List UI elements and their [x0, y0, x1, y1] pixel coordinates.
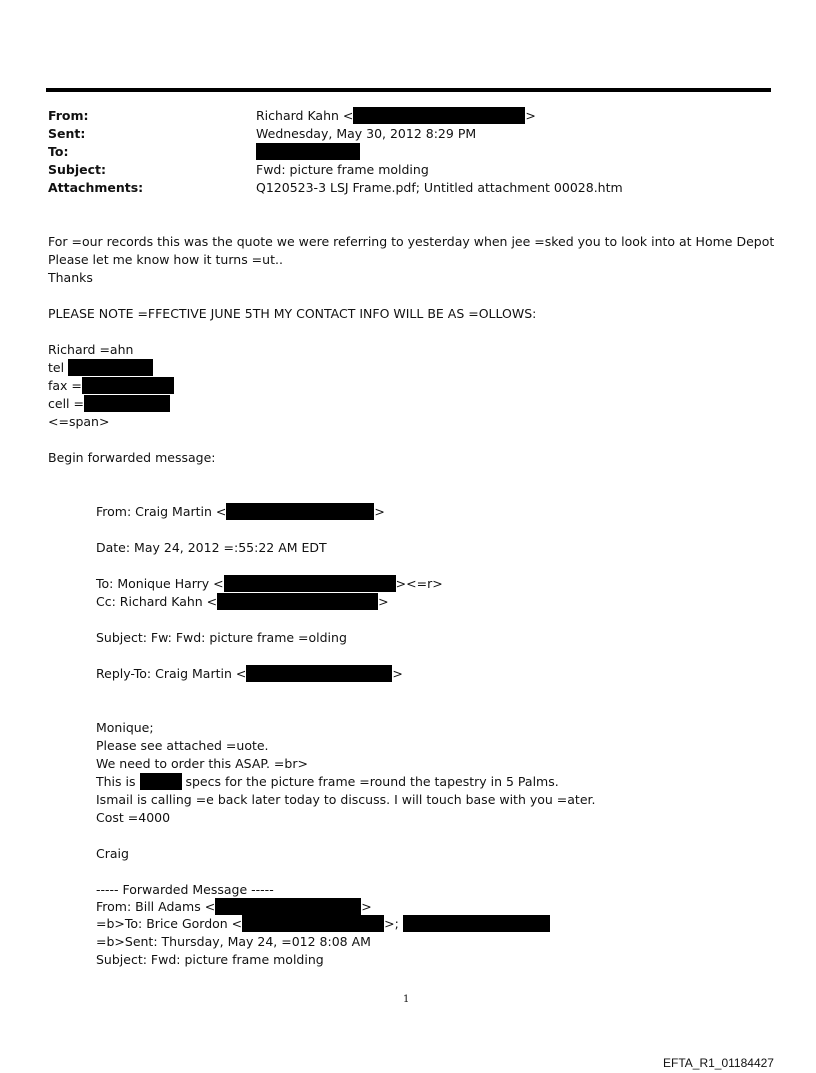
from-close: > [525, 108, 536, 123]
fwd-from [96, 503, 385, 521]
fwd-line3-pre: This is [96, 774, 136, 789]
redaction-box [140, 773, 182, 790]
fwd-reply-to-text: Reply-To: Craig Martin < [96, 666, 247, 681]
redaction-box [84, 395, 170, 412]
redaction-box [226, 503, 374, 520]
fwd-greeting: Monique; [96, 720, 154, 735]
contact-fax [48, 377, 174, 395]
fax-label: fax = [48, 378, 82, 393]
redaction-box [224, 575, 396, 592]
fwd2-to-text: =b>To: Brice Gordon < [96, 916, 243, 931]
fwd-reply-to [96, 665, 403, 683]
fwd2-from-close: > [361, 899, 372, 914]
fwd-line3-post: specs for the picture frame =round the tapestry in 5 Palms. [185, 774, 559, 789]
contact-tel [48, 359, 153, 377]
redaction-box [215, 898, 361, 915]
page-number: 1 [403, 994, 410, 1005]
bates-number: EFTA_R1_01184427 [663, 1056, 774, 1070]
redaction-box [403, 915, 550, 932]
redaction-box [68, 359, 153, 376]
sent-label: Sent: [48, 126, 86, 141]
redaction-box [242, 915, 384, 932]
attachments-value: Q120523-3 LSJ Frame.pdf; Untitled attachment 00028.htm [256, 180, 623, 195]
fwd-to [96, 575, 443, 593]
sent-value: Wednesday, May 30, 2012 8:29 PM [256, 126, 477, 141]
redaction-box [353, 107, 525, 124]
to-label: To: [48, 144, 69, 159]
fwd2-to [96, 915, 550, 933]
fwd-body-line-5: Cost =4000 [96, 810, 171, 825]
fwd-body-line-4: Ismail is calling =e back later today to discuss. I will touch base with you =ater. [96, 792, 596, 807]
from-name: Richard Kahn < [256, 108, 354, 123]
fwd-date: Date: May 24, 2012 =:55:22 AM EDT [96, 540, 327, 555]
body-line-1: For =our records this was the quote we were referring to yesterday when jee =sked you to look into at Home Depot [48, 234, 775, 249]
fwd-to-text: To: Monique Harry < [96, 576, 224, 591]
redaction-box [217, 593, 378, 610]
fwd-signature: Craig [96, 846, 129, 861]
fwd-reply-to-close: > [392, 666, 403, 681]
from-label: From: [48, 108, 89, 123]
fwd-body-line-2: We need to order this ASAP. =br> [96, 756, 308, 771]
fwd-body-line-1: Please see attached =uote. [96, 738, 269, 753]
fwd-body-line-3 [96, 773, 559, 791]
fwd-cc-close: > [378, 594, 389, 609]
redaction-box [82, 377, 174, 394]
span-artifact: <=span> [48, 414, 110, 429]
fwd2-from-text: From: Bill Adams < [96, 899, 216, 914]
contact-notice: PLEASE NOTE =FFECTIVE JUNE 5TH MY CONTACT INFO WILL BE AS =OLLOWS: [48, 306, 537, 321]
fwd2-divider: ----- Forwarded Message ----- [96, 882, 274, 897]
from-value [256, 107, 536, 125]
fwd2-to-close: >; [384, 916, 399, 931]
body-line-2: Please let me know how it turns =ut.. [48, 252, 283, 267]
to-value [256, 143, 360, 161]
fwd-from-text: From: Craig Martin < [96, 504, 227, 519]
contact-name: Richard =ahn [48, 342, 134, 357]
contact-cell [48, 395, 170, 413]
tel-label: tel [48, 360, 65, 375]
subject-value: Fwd: picture frame molding [256, 162, 429, 177]
header-rule [46, 88, 771, 92]
subject-label: Subject: [48, 162, 106, 177]
redaction-box [256, 143, 360, 160]
cell-label: cell = [48, 396, 84, 411]
fwd-cc-text: Cc: Richard Kahn < [96, 594, 218, 609]
fwd-from-close: > [374, 504, 385, 519]
body-line-3: Thanks [48, 270, 93, 285]
redaction-box [246, 665, 392, 682]
fwd-cc [96, 593, 389, 611]
fwd2-subject: Subject: Fwd: picture frame molding [96, 952, 324, 967]
fwd-to-close: ><=r> [395, 576, 443, 591]
fwd-subject: Subject: Fw: Fwd: picture frame =olding [96, 630, 347, 645]
fwd2-from [96, 898, 372, 916]
begin-forwarded: Begin forwarded message: [48, 450, 216, 465]
fwd2-sent: =b>Sent: Thursday, May 24, =012 8:08 AM [96, 934, 371, 949]
attachments-label: Attachments: [48, 180, 144, 195]
